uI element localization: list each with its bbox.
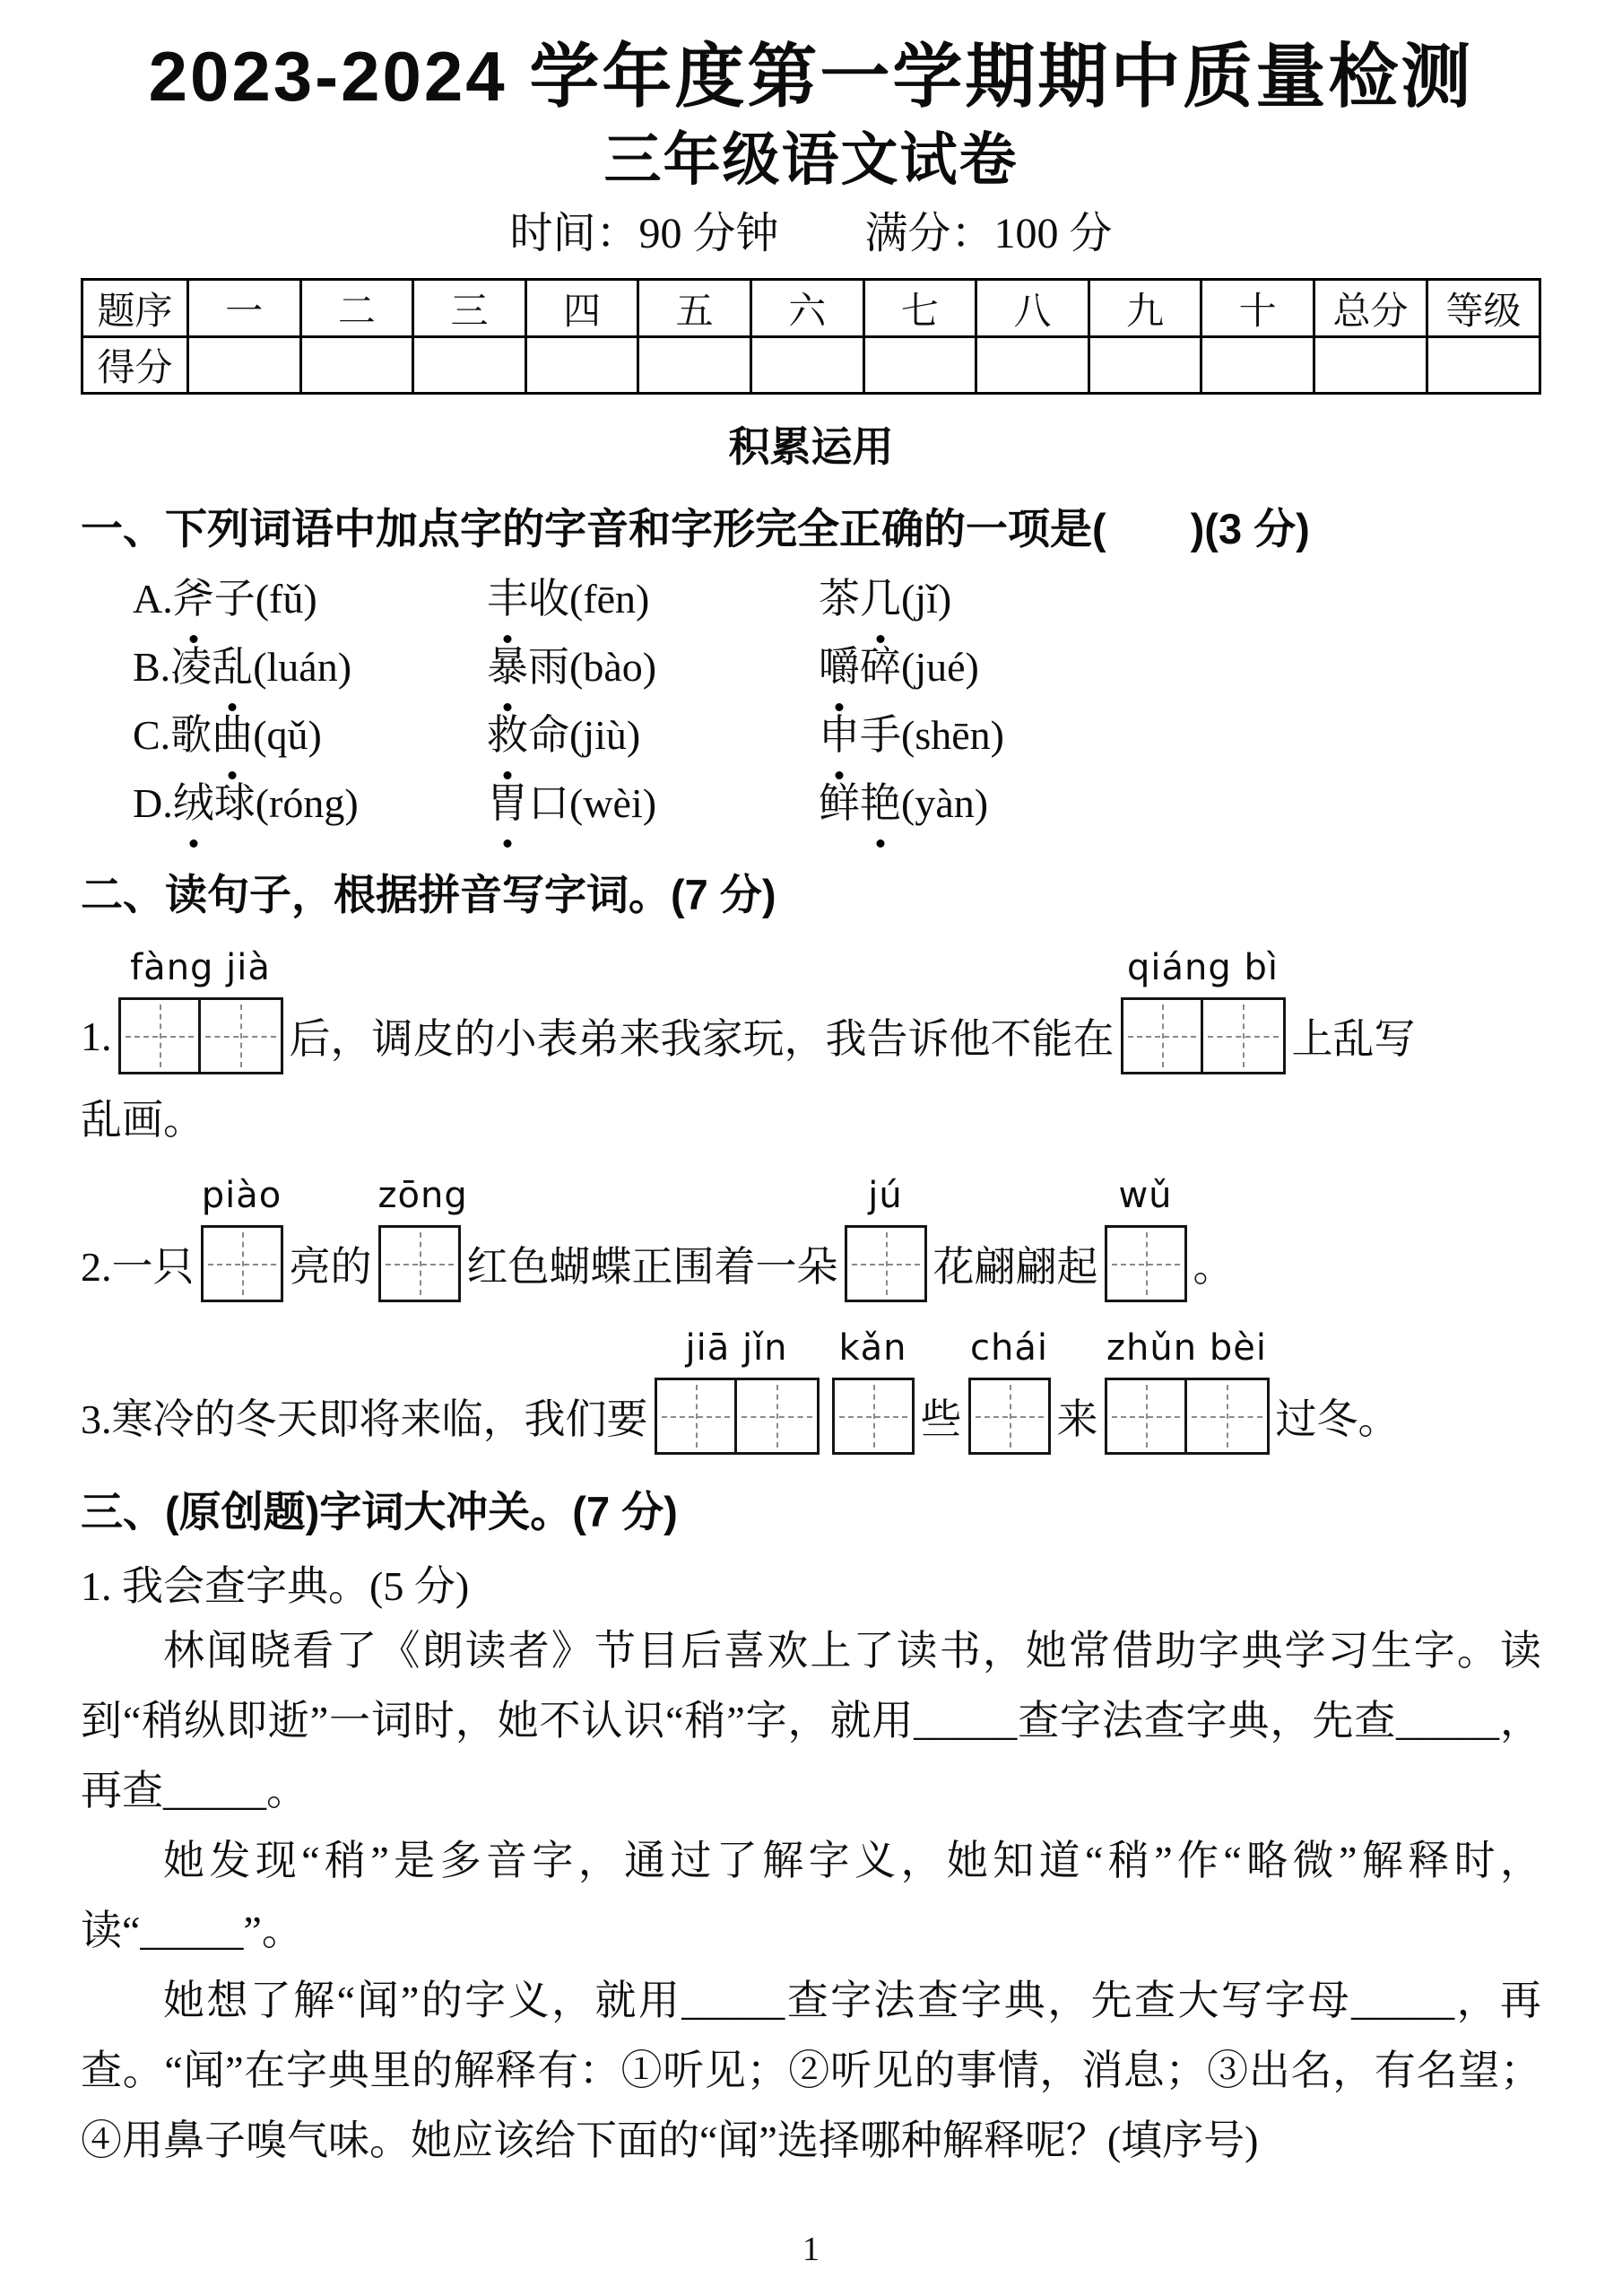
score-table-cell: 七 (863, 280, 976, 337)
dotted-char: 斧 (173, 565, 214, 633)
writing-box (1105, 1225, 1187, 1302)
exam-header (81, 32, 1541, 262)
word-text: 茶 (819, 576, 860, 622)
q2-item2-row (81, 1175, 1541, 1302)
writing-box-group (832, 1327, 915, 1455)
q1-heading: 一、下列词语中加点字的字音和字形完全正确的一项是( )(3 分) (81, 505, 1310, 552)
option-word (819, 770, 1541, 838)
dotted-char: 几 (860, 565, 901, 633)
sentence-text: 上乱写 (1291, 1016, 1416, 1062)
word-text: 手(shēn) (860, 712, 1004, 758)
word-text: C.歌 (133, 712, 213, 758)
sentence-text: 3.寒冷的冬天即将来临，我们要 (81, 1396, 648, 1442)
dotted-char: 绒 (173, 770, 214, 838)
score-table-cell: 六 (750, 280, 863, 337)
q2-item1-row (81, 947, 1541, 1074)
dotted-char: 嚼 (819, 633, 860, 701)
writing-box-group (1105, 1175, 1187, 1302)
q3-paragraph-1: 林闻晓看了《朗读者》节目后喜欢上了读书，她常借助字典学习生字。读到“稍纵即逝”一词时，她不认识“稍”字，就用_____查字法查字典，先查_____，再查_____。 (81, 1628, 1541, 1813)
dotted-char: 救 (487, 701, 528, 770)
writing-box (655, 1378, 737, 1455)
word-text: (luán) (253, 644, 352, 690)
writing-box-group (968, 1327, 1051, 1455)
option-word (487, 633, 819, 701)
word-text: 子(fǔ) (213, 576, 317, 622)
score-table-cell-grade: 等级 (1427, 280, 1540, 337)
writing-box-group (201, 1175, 283, 1302)
q3-paragraph-3: 她想了解“闻”的字义，就用_____查字法查字典，先查大写字母_____，再查。“闻”在字典里的解释有：①听见；②听见的事情，消息；③出名，有名望；④用鼻子嗅气味。她应该给下面的“闻”选择哪种解释呢？(填序号) (81, 1978, 1541, 2163)
q2-item1-continuation: 乱画。 (81, 1097, 204, 1143)
dotted-char: 艳 (860, 770, 901, 838)
score-table-cell-timu: 题序 (82, 280, 188, 337)
q2-item3-row (81, 1327, 1541, 1455)
score-table-cell: 八 (976, 280, 1089, 337)
score-table-cell: 一 (188, 280, 301, 337)
score-empty-cell (1427, 337, 1540, 394)
q1-options (81, 565, 1541, 838)
dotted-char: 胃 (487, 770, 528, 838)
word-text: 球(róng) (213, 780, 359, 826)
pinyin-label: jiā jǐn (685, 1327, 788, 1369)
writing-box-group (1121, 947, 1286, 1074)
dotted-char: 曲 (212, 701, 253, 770)
q3-sub1: 1. 我会查字典。(5 分) (81, 1563, 470, 1609)
q2-heading: 二、读句子，根据拼音写字词。(7 分) (81, 871, 776, 918)
score-empty-cell (1314, 337, 1427, 394)
score-empty-cell (188, 337, 301, 394)
writing-box (845, 1225, 927, 1302)
writing-box-group (655, 1327, 820, 1455)
word-text: 鲜 (819, 780, 860, 826)
option-word (487, 565, 819, 633)
dotted-char: 申 (819, 701, 860, 770)
writing-box-group (118, 947, 283, 1074)
score-table-header-row (82, 280, 1540, 337)
score-label-cell: 得分 (82, 337, 188, 394)
score-empty-cell (638, 337, 751, 394)
writing-box (378, 1225, 461, 1302)
score-empty-cell (1201, 337, 1314, 394)
option-word (487, 701, 819, 770)
writing-box-group (845, 1175, 927, 1302)
pinyin-label: wǔ (1118, 1175, 1173, 1216)
writing-box (1187, 1378, 1270, 1455)
pinyin-label: chái (970, 1327, 1048, 1369)
option-word (819, 565, 1541, 633)
word-text: 碎(jué) (860, 644, 979, 690)
word-text: 收(fēn) (528, 576, 650, 622)
sentence-text: 些 (920, 1396, 962, 1442)
pinyin-label: zōng (377, 1175, 468, 1216)
word-text: B.凌 (133, 644, 213, 690)
exam-meta: 时间：90 分钟 满分：100 分 (509, 210, 1113, 257)
page-number: 1 (802, 2231, 820, 2268)
option-word (487, 770, 819, 838)
sentence-text: 1. (81, 1013, 112, 1059)
pinyin-label: fàng jià (130, 947, 271, 988)
sentence-text: 2.一只 (81, 1244, 195, 1290)
writing-box (1121, 997, 1203, 1074)
option-word (133, 770, 487, 838)
writing-box (118, 997, 201, 1074)
sentence-text: 。 (1193, 1244, 1235, 1290)
word-text: 雨(bào) (528, 644, 657, 690)
word-text: 命(jiù) (528, 712, 641, 758)
q1-option-d (133, 770, 1541, 838)
score-empty-cell (976, 337, 1089, 394)
writing-box (1203, 997, 1286, 1074)
score-empty-cell (413, 337, 526, 394)
writing-box (201, 997, 283, 1074)
score-table-cell: 二 (300, 280, 413, 337)
option-word (819, 633, 1541, 701)
word-text: 口(wèi) (528, 780, 657, 826)
option-word (133, 633, 487, 701)
score-table-cell: 九 (1089, 280, 1201, 337)
score-table (81, 278, 1541, 395)
writing-box-group (1105, 1327, 1270, 1455)
sentence-text: 过冬。 (1275, 1396, 1400, 1442)
option-word (133, 701, 487, 770)
pinyin-label: kǎn (838, 1327, 907, 1369)
option-word (819, 701, 1541, 770)
pinyin-label: piào (201, 1175, 282, 1216)
sentence-text: 红色蝴蝶正围着一朵 (466, 1244, 838, 1290)
word-text: D. (133, 780, 173, 826)
q3-heading: 三、(原创题)字词大冲关。(7 分) (81, 1488, 678, 1535)
word-text: A. (133, 576, 173, 622)
score-empty-cell (750, 337, 863, 394)
score-table-cell: 五 (638, 280, 751, 337)
q3-paragraph-2: 她发现“稍”是多音字，通过了解字义，她知道“稍”作“略微”解释时，读“_____”。 (81, 1838, 1541, 1953)
writing-box (968, 1378, 1051, 1455)
score-table-cell: 十 (1201, 280, 1314, 337)
pinyin-label: jú (868, 1175, 903, 1216)
score-table-score-row (82, 337, 1540, 394)
writing-box (832, 1378, 915, 1455)
page-subtitle: 三年级语文试卷 (603, 127, 1019, 192)
word-text: (yàn) (901, 780, 989, 826)
dotted-char: 丰 (487, 565, 528, 633)
sentence-text: 来 (1056, 1396, 1098, 1442)
pinyin-label: zhǔn bèi (1106, 1327, 1267, 1369)
q1-option-c (133, 701, 1541, 770)
option-word (133, 565, 487, 633)
score-empty-cell (300, 337, 413, 394)
q1-option-b (133, 633, 1541, 701)
score-empty-cell (1089, 337, 1201, 394)
word-text: (qǔ) (253, 712, 322, 758)
writing-box (1105, 1378, 1187, 1455)
score-empty-cell (525, 337, 638, 394)
sentence-text: 亮的 (289, 1244, 372, 1290)
q1-option-a (133, 565, 1541, 633)
sentence-text: 花翩翩起 (932, 1244, 1098, 1290)
sentence-text: 后，调皮的小表弟来我家玩，我告诉他不能在 (289, 1016, 1115, 1062)
dotted-char: 乱 (212, 633, 253, 701)
writing-box (201, 1225, 283, 1302)
pinyin-label: qiáng bì (1127, 947, 1279, 988)
word-text: (jǐ) (901, 576, 952, 622)
writing-box-group (377, 1175, 468, 1302)
score-table-cell: 四 (525, 280, 638, 337)
dotted-char: 暴 (487, 633, 528, 701)
section-title: 积累运用 (728, 423, 894, 470)
score-table-cell: 三 (413, 280, 526, 337)
score-table-cell-total: 总分 (1314, 280, 1427, 337)
page-title: 2023-2024 学年度第一学期期中质量检测 (148, 37, 1474, 116)
score-empty-cell (863, 337, 976, 394)
writing-box (737, 1378, 820, 1455)
